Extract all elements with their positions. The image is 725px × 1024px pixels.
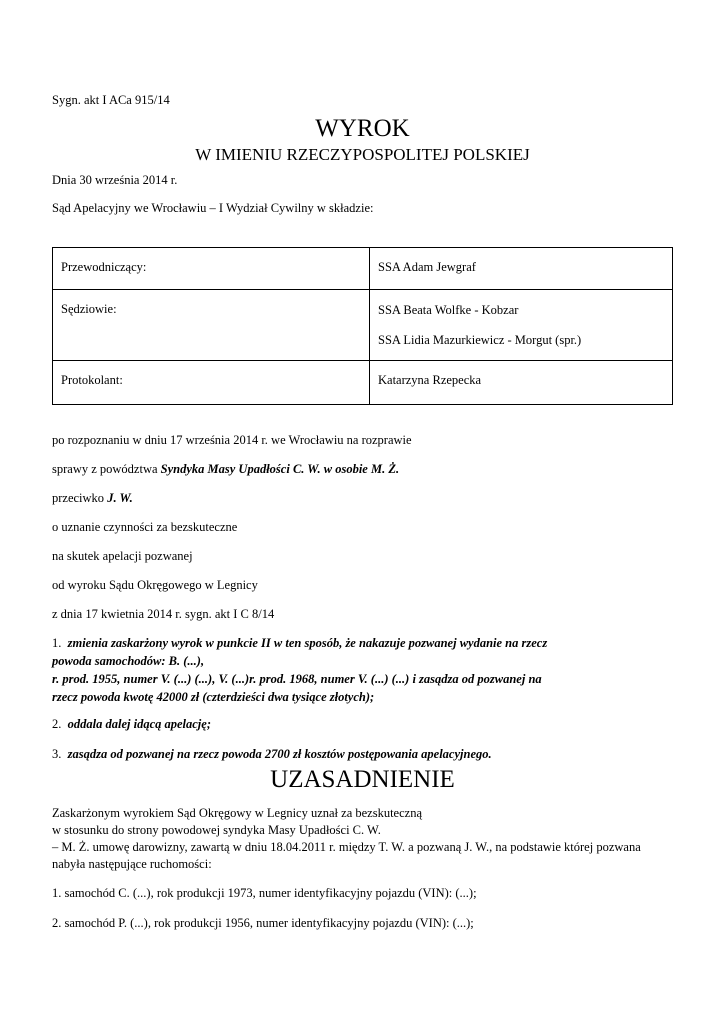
proceedings-line-7: z dnia 17 kwietnia 2014 r. sygn. akt I C 8/14 [52, 607, 275, 621]
verdict-item-3-text: zasądza od pozwanej na rzecz powoda 2700 zł kosztów postępowania apelacyjnego. [67, 747, 492, 761]
justification-line-3: – M. Ż. umowę darowizny, zawartą w dniu 18.04.2011 r. między T. W. a pozwaną J. W., na podstawie której pozwana [52, 840, 641, 854]
composition-table [52, 247, 673, 405]
case-signature: Sygn. akt I ACa 915/14 [52, 93, 170, 107]
verdict-item-2-number: 2. [52, 717, 62, 731]
verdict-item-1-line-1: zmienia zaskarżony wyrok w punkcie II w ten sposób, że nakazuje pozwanej wydanie na rzecz [67, 636, 548, 650]
judges-value [370, 290, 673, 361]
presiding-label: Przewodniczący: [53, 248, 370, 290]
defendant-name: J. W. [107, 491, 133, 505]
table-row [53, 361, 673, 405]
verdict-item-3 [52, 746, 492, 762]
justification-line-2: w stosunku do strony powodowej syndyka Masy Upadłości C. W. [52, 823, 381, 837]
verdict-item-1-line-3: r. prod. 1955, numer V. (...) (...), V. (...)r. prod. 1968, numer V. (...) (...) i zasądza od pozwanej na [52, 672, 542, 686]
judges-label: Sędziowie: [53, 290, 370, 361]
document-subtitle: W IMIENIU RZECZYPOSPOLITEJ POLSKIEJ [195, 145, 530, 164]
table-row [53, 248, 673, 290]
clerk-label: Protokolant: [53, 361, 370, 405]
judgment-date: Dnia 30 września 2014 r. [52, 173, 178, 187]
presiding-value: SSA Adam Jewgraf [370, 248, 673, 290]
justification-line-4: nabyła następujące ruchomości: [52, 857, 212, 871]
proceedings-line-5: na skutek apelacji pozwanej [52, 549, 193, 563]
document-title: WYROK [315, 115, 410, 142]
claim-prefix: sprawy z powództwa [52, 462, 161, 476]
proceedings-line-1: po rozpoznaniu w dniu 17 września 2014 r. we Wrocławiu na rozprawie [52, 433, 412, 447]
proceedings-line-2 [52, 461, 399, 477]
justification-title: UZASADNIENIE [270, 766, 455, 793]
court-name: Sąd Apelacyjny we Wrocławiu – I Wydział Cywilny w składzie: [52, 201, 374, 215]
proceedings-line-6: od wyroku Sądu Okręgowego w Legnicy [52, 578, 258, 592]
justification-item-2: 2. samochód P. (...), rok produkcji 1956, numer identyfikacyjny pojazdu (VIN): (...); [52, 916, 474, 930]
justification-line-1: Zaskarżonym wyrokiem Sąd Okręgowy w Legnicy uznał za bezskuteczną [52, 806, 423, 820]
proceedings-line-3 [52, 490, 133, 506]
clerk-value: Katarzyna Rzepecka [370, 361, 673, 405]
judge-1: SSA Beata Wolfke - Kobzar [378, 303, 519, 317]
against-prefix: przeciwko [52, 491, 108, 505]
verdict-item-3-number: 3. [52, 747, 62, 761]
table-row [53, 290, 673, 361]
proceedings-line-4: o uznanie czynności za bezskuteczne [52, 520, 238, 534]
plaintiff-name: Syndyka Masy Upadłości C. W. w osobie M. Ż. [160, 462, 400, 476]
verdict-item-1-number: 1. [52, 636, 62, 650]
judge-2: SSA Lidia Mazurkiewicz - Morgut (spr.) [378, 333, 582, 347]
verdict-item-2 [52, 716, 211, 732]
justification-item-1: 1. samochód C. (...), rok produkcji 1973, numer identyfikacyjny pojazdu (VIN): (...); [52, 886, 477, 900]
verdict-item-2-text: oddala dalej idącą apelację; [67, 717, 211, 731]
verdict-item-1-line-4: rzecz powoda kwotę 42000 zł (czterdzieści dwa tysiące złotych); [52, 690, 375, 704]
verdict-item-1-line-2: powoda samochodów: B. (...), [52, 654, 205, 668]
verdict-item-1 [52, 635, 547, 651]
